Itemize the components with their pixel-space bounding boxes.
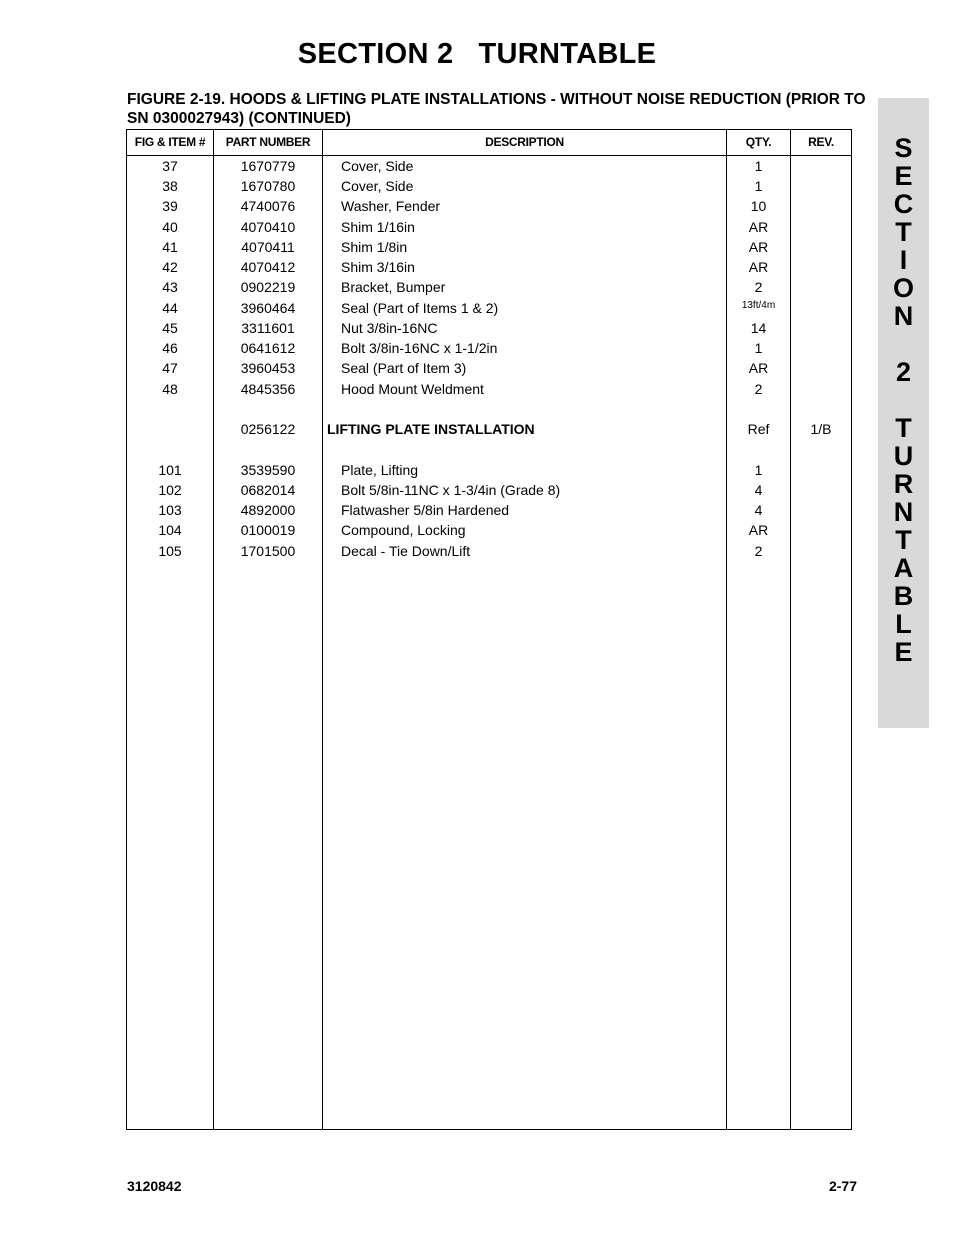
revision	[791, 480, 851, 500]
description: Nut 3/8in-16NC	[341, 320, 438, 336]
part-number: 0641612	[240, 340, 296, 356]
part-number: 3311601	[241, 320, 295, 336]
item-number	[127, 419, 213, 439]
quantity: AR	[748, 360, 769, 376]
side-tab-letter: N	[893, 301, 914, 331]
side-tab-letter: T	[895, 217, 912, 247]
revision	[791, 156, 851, 176]
quantity: 1	[754, 340, 763, 356]
revision	[791, 460, 851, 480]
part-number: 3960464	[240, 300, 296, 316]
part-number: 1670780	[240, 178, 296, 194]
item-number: 38	[162, 178, 178, 194]
part-number: 4845356	[240, 381, 296, 397]
table-row	[127, 257, 851, 277]
description: Washer, Fender	[341, 198, 441, 214]
revision	[791, 520, 851, 540]
item-number: 101	[158, 462, 182, 478]
table-row	[127, 277, 851, 297]
quantity: AR	[748, 522, 769, 538]
part-number: 0100019	[240, 522, 296, 538]
revision	[791, 500, 851, 520]
quantity: AR	[748, 219, 769, 235]
description: Bracket, Bumper	[341, 279, 446, 295]
section-side-tab	[878, 98, 929, 728]
part-number: 4740076	[240, 198, 296, 214]
item-number: 45	[162, 320, 178, 336]
document-number: 3120842	[127, 1178, 182, 1194]
side-tab-letter: O	[892, 273, 914, 303]
quantity: 4	[754, 502, 763, 518]
quantity: 1	[754, 462, 763, 478]
side-tab-letter: B	[893, 581, 914, 611]
description: Shim 1/8in	[341, 239, 408, 255]
parts-table	[126, 129, 852, 1130]
item-number: 104	[158, 522, 182, 538]
part-number: 0682014	[240, 482, 296, 498]
item-number: 47	[162, 360, 178, 376]
side-tab-letter: L	[895, 609, 912, 639]
side-tab-letter: E	[894, 161, 913, 191]
quantity: Ref	[747, 421, 770, 437]
quantity: 2	[754, 543, 763, 559]
side-tab-letter	[878, 386, 929, 414]
item-number: 43	[162, 279, 178, 295]
table-row	[127, 156, 851, 176]
side-tab-letter: S	[894, 133, 913, 163]
description: Plate, Lifting	[341, 462, 419, 478]
table-row	[127, 460, 851, 480]
part-number: 3960453	[240, 360, 296, 376]
revision	[791, 338, 851, 358]
page-number: 2-77	[828, 1178, 857, 1194]
item-number: 41	[162, 239, 178, 255]
item-number: 37	[162, 158, 178, 174]
quantity: 4	[754, 482, 763, 498]
part-number: 0256122	[240, 421, 296, 437]
description: Seal (Part of Items 1 & 2)	[341, 300, 499, 316]
table-row	[127, 318, 851, 338]
revision	[791, 379, 851, 399]
revision	[791, 176, 851, 196]
part-number: 4892000	[240, 502, 296, 518]
description: Seal (Part of Item 3)	[341, 360, 467, 376]
revision: 1/B	[810, 421, 832, 437]
revision	[791, 318, 851, 338]
part-number: 4070412	[240, 259, 296, 275]
item-number: 39	[162, 198, 178, 214]
header-qty: QTY.	[745, 135, 772, 149]
header-description: DESCRIPTION	[485, 135, 564, 149]
quantity: AR	[748, 239, 769, 255]
side-tab-letter: R	[893, 469, 914, 499]
quantity: 1	[754, 178, 763, 194]
item-number: 103	[158, 502, 182, 518]
quantity: 2	[754, 279, 763, 295]
table-row	[127, 237, 851, 257]
table-row	[127, 298, 851, 318]
header-item: FIG & ITEM #	[134, 135, 206, 149]
description: Bolt 5/8in-11NC x 1-3/4in (Grade 8)	[341, 482, 561, 498]
table-header	[127, 130, 851, 156]
table-row	[127, 500, 851, 520]
revision	[791, 237, 851, 257]
description: Shim 3/16in	[341, 259, 415, 275]
quantity: 2	[754, 381, 763, 397]
side-tab-letter: T	[895, 413, 912, 443]
description: Cover, Side	[341, 158, 414, 174]
table-row	[127, 338, 851, 358]
side-tab-letter: 2	[895, 357, 912, 387]
description: Compound, Locking	[341, 522, 466, 538]
side-tab-letter: N	[893, 497, 914, 527]
quantity: AR	[748, 259, 769, 275]
part-number: 1701500	[240, 543, 296, 559]
table-row	[127, 379, 851, 399]
side-tab-letter: A	[893, 553, 914, 583]
description: LIFTING PLATE INSTALLATION	[327, 421, 535, 437]
part-number: 4070411	[241, 239, 295, 255]
table-row	[127, 419, 851, 439]
table-row	[127, 520, 851, 540]
part-number: 4070410	[240, 219, 296, 235]
item-number: 105	[158, 543, 182, 559]
table-row	[127, 176, 851, 196]
section-title: SECTION 2 TURNTABLE	[297, 38, 657, 70]
side-tab-letter: C	[893, 189, 914, 219]
revision	[791, 541, 851, 561]
part-number: 0902219	[240, 279, 296, 295]
revision	[791, 217, 851, 237]
part-number: 1670779	[240, 158, 296, 174]
quantity: 10	[750, 198, 767, 214]
table-row	[127, 358, 851, 378]
part-number: 3539590	[240, 462, 296, 478]
revision	[791, 358, 851, 378]
description: Bolt 3/8in-16NC x 1-1/2in	[341, 340, 498, 356]
description: Hood Mount Weldment	[341, 381, 484, 397]
quantity: 1	[754, 158, 763, 174]
description: Flatwasher 5/8in Hardened	[341, 502, 510, 518]
item-number: 48	[162, 381, 178, 397]
side-tab-letters	[878, 134, 929, 666]
quantity: 13ft/4m	[741, 300, 776, 311]
revision	[791, 257, 851, 277]
side-tab-letter	[878, 330, 929, 358]
description: Shim 1/16in	[341, 219, 415, 235]
side-tab-letter: E	[894, 637, 913, 667]
side-tab-letter: U	[893, 441, 914, 471]
item-number: 44	[162, 300, 178, 316]
header-rev: REV.	[808, 135, 834, 149]
table-row	[127, 217, 851, 237]
revision	[791, 298, 851, 318]
side-tab-letter: T	[895, 525, 912, 555]
item-number: 46	[162, 340, 178, 356]
description: Cover, Side	[341, 178, 414, 194]
item-number: 40	[162, 219, 178, 235]
figure-title: FIGURE 2-19. HOODS & LIFTING PLATE INSTALLATIONS - WITHOUT NOISE REDUCTION (PRIOR TO SN 0300027943) (CONTINUED)	[127, 91, 866, 127]
table-row	[127, 480, 851, 500]
description: Decal - Tie Down/Lift	[341, 543, 471, 559]
quantity: 14	[750, 320, 767, 336]
item-number: 102	[158, 482, 182, 498]
table-row	[127, 196, 851, 216]
revision	[791, 277, 851, 297]
header-part-number: PART NUMBER	[225, 135, 311, 149]
table-row	[127, 541, 851, 561]
side-tab-letter: I	[899, 245, 908, 275]
revision	[791, 196, 851, 216]
item-number: 42	[162, 259, 178, 275]
